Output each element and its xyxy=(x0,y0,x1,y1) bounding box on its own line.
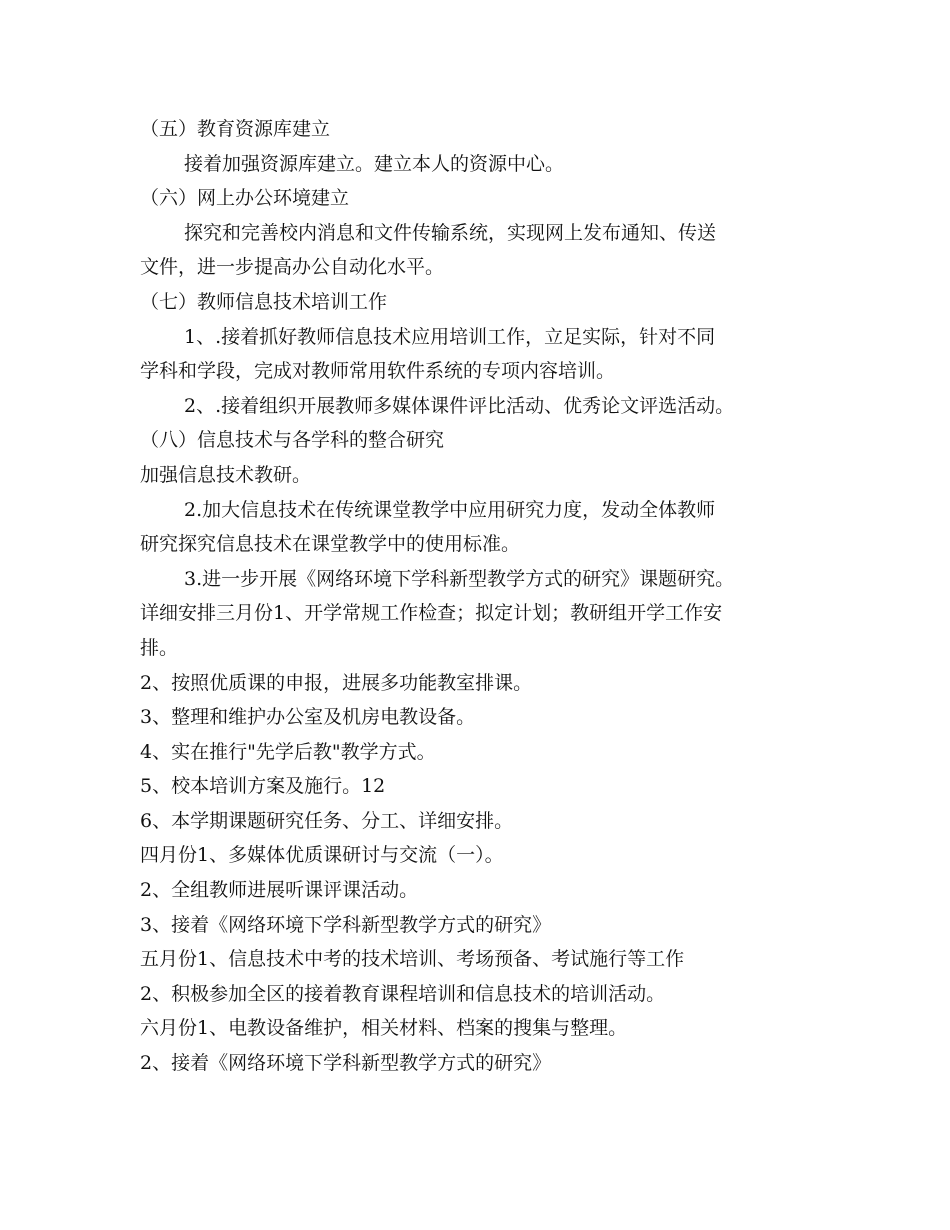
section-heading-6: （六）网上办公环境建立 xyxy=(140,187,350,210)
paragraph-line: 文件，进一步提高办公自动化水平。 xyxy=(140,256,445,279)
paragraph-line: 学科和学段，完成对教师常用软件系统的专项内容培训。 xyxy=(140,360,616,383)
section-heading-8: （八）信息技术与各学科的整合研究 xyxy=(140,429,445,452)
paragraph-line: 排。 xyxy=(140,636,179,659)
section-heading-5: （五）教育资源库建立 xyxy=(140,118,331,140)
list-item: 3、接着《网络环境下学科新型教学方式的研究》 xyxy=(140,913,552,936)
list-item: 四月份1、多媒体优质课研讨与交流（一）。 xyxy=(140,844,504,867)
list-item: 4、实在推行"先学后教"教学方式。 xyxy=(140,740,436,763)
paragraph-line: 1、.接着抓好教师信息技术应用培训工作，立足实际，针对不同 xyxy=(184,325,716,348)
paragraph-line: 2、.接着组织开展教师多媒体课件评比活动、优秀论文评选活动。 xyxy=(184,394,735,417)
paragraph-line: 研究探究信息技术在课堂教学中的使用标准。 xyxy=(140,533,521,556)
paragraph-line: 3.进一步开展《网络环境下学科新型教学方式的研究》课题研究。 xyxy=(184,567,735,590)
list-item: 五月份1、信息技术中考的技术培训、考场预备、考试施行等工作 xyxy=(140,948,685,971)
paragraph-line: 详细安排三月份1、开学常规工作检查；拟定计划；教研组开学工作安 xyxy=(140,602,723,625)
list-item: 6、本学期课题研究任务、分工、详细安排。 xyxy=(140,809,514,832)
paragraph-line: 接着加强资源库建立。建立本人的资源中心。 xyxy=(184,152,565,175)
paragraph-line: 加强信息技术教研。 xyxy=(140,463,312,486)
list-item: 六月份1、电教设备维护，相关材料、档案的搜集与整理。 xyxy=(140,1017,628,1040)
list-item: 3、整理和维护办公室及机房电教设备。 xyxy=(140,706,476,729)
document-body xyxy=(140,112,815,1081)
list-item: 2、全组教师进展听课评课活动。 xyxy=(140,879,419,902)
list-item: 5、校本培训方案及施行。12 xyxy=(140,775,386,798)
list-item: 2、按照优质课的申报，进展多功能教室排课。 xyxy=(140,671,533,694)
paragraph-line: 2.加大信息技术在传统课堂教学中应用研究力度，发动全体教师 xyxy=(184,498,716,521)
paragraph-line: 探究和完善校内消息和文件传输系统，实现网上发布通知、传送 xyxy=(184,221,717,244)
list-item: 2、接着《网络环境下学科新型教学方式的研究》 xyxy=(140,1052,552,1075)
list-item: 2、积极参加全区的接着教育课程培训和信息技术的培训活动。 xyxy=(140,982,666,1005)
section-heading-7: （七）教师信息技术培训工作 xyxy=(140,290,388,313)
